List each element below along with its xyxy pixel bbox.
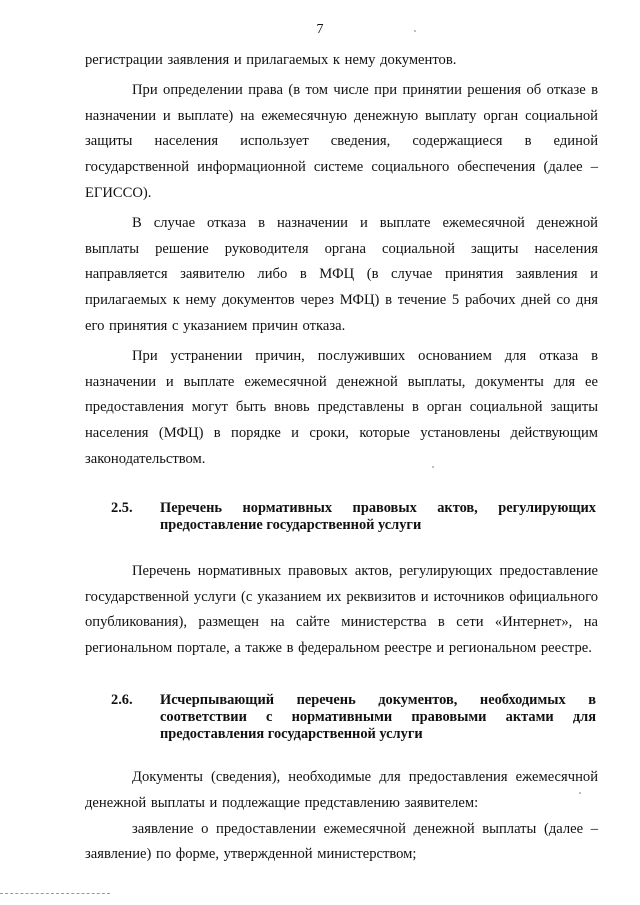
- scan-speck: [432, 466, 434, 468]
- paragraph-application-form: заявление о предоставлении ежемесячной денежной выплаты (далее – заявление) по форме, утвержденной министерством;: [85, 820, 598, 863]
- paragraph-continuation: регистрации заявления и прилагаемых к нему документов.: [85, 52, 457, 68]
- section-heading-2-5: [85, 500, 598, 534]
- section-number: 2.6.: [111, 691, 133, 708]
- page-number: 7: [316, 22, 324, 37]
- paragraph-refusal-decision: В случае отказа в назначении и выплате ежемесячной денежной выплаты решение руководителя органа социальной защиты населения направляется заявителю либо в МФЦ (в случае принятия заявления и прилагаемых к нему документов через МФЦ) в течение 5 рабочих дней со дня его принятия с указанием причин отказа.: [85, 214, 598, 334]
- section-heading-2-6: [85, 692, 598, 743]
- section-number: 2.5.: [111, 499, 133, 516]
- scan-speck: [414, 30, 416, 32]
- document-body: [85, 48, 598, 868]
- paragraph-egisso: При определении права (в том числе при принятии решения об отказе в назначении и выплате) на ежемесячную денежную выплату орган социальной защиты населения использует сведения, содержащиеся в единой государственной информационной системе социального обеспечения (далее – ЕГИССО).: [85, 81, 598, 201]
- paragraph-resubmission: При устранении причин, послуживших основанием для отказа в назначении и выплате ежемесячной денежной выплаты, документы для ее предоставления могут быть вновь представлены в орган социальной защиты населения (МФЦ) в порядке и сроки, которые установлены действующим законодательством.: [85, 347, 598, 467]
- section-title: Исчерпывающий перечень документов, необходимых в соответствии с нормативными правовыми актами для предоставления государственной услуги: [160, 691, 596, 742]
- paragraph-legal-acts: Перечень нормативных правовых актов, регулирующих предоставление государственной услуги (с указанием их реквизитов и источников официального опубликования), размещен на сайте министерства в сети «Интернет», на региональном портале, а также в федеральном реестре и региональном реестре.: [85, 562, 598, 657]
- footer-rule: [0, 893, 110, 894]
- paragraph-required-documents: Документы (сведения), необходимые для предоставления ежемесячной денежной выплаты и подлежащие представлению заявителем:: [85, 768, 598, 811]
- section-title: Перечень нормативных правовых актов, регулирующих предоставление государственной услуги: [160, 499, 596, 533]
- scan-speck: [579, 792, 581, 794]
